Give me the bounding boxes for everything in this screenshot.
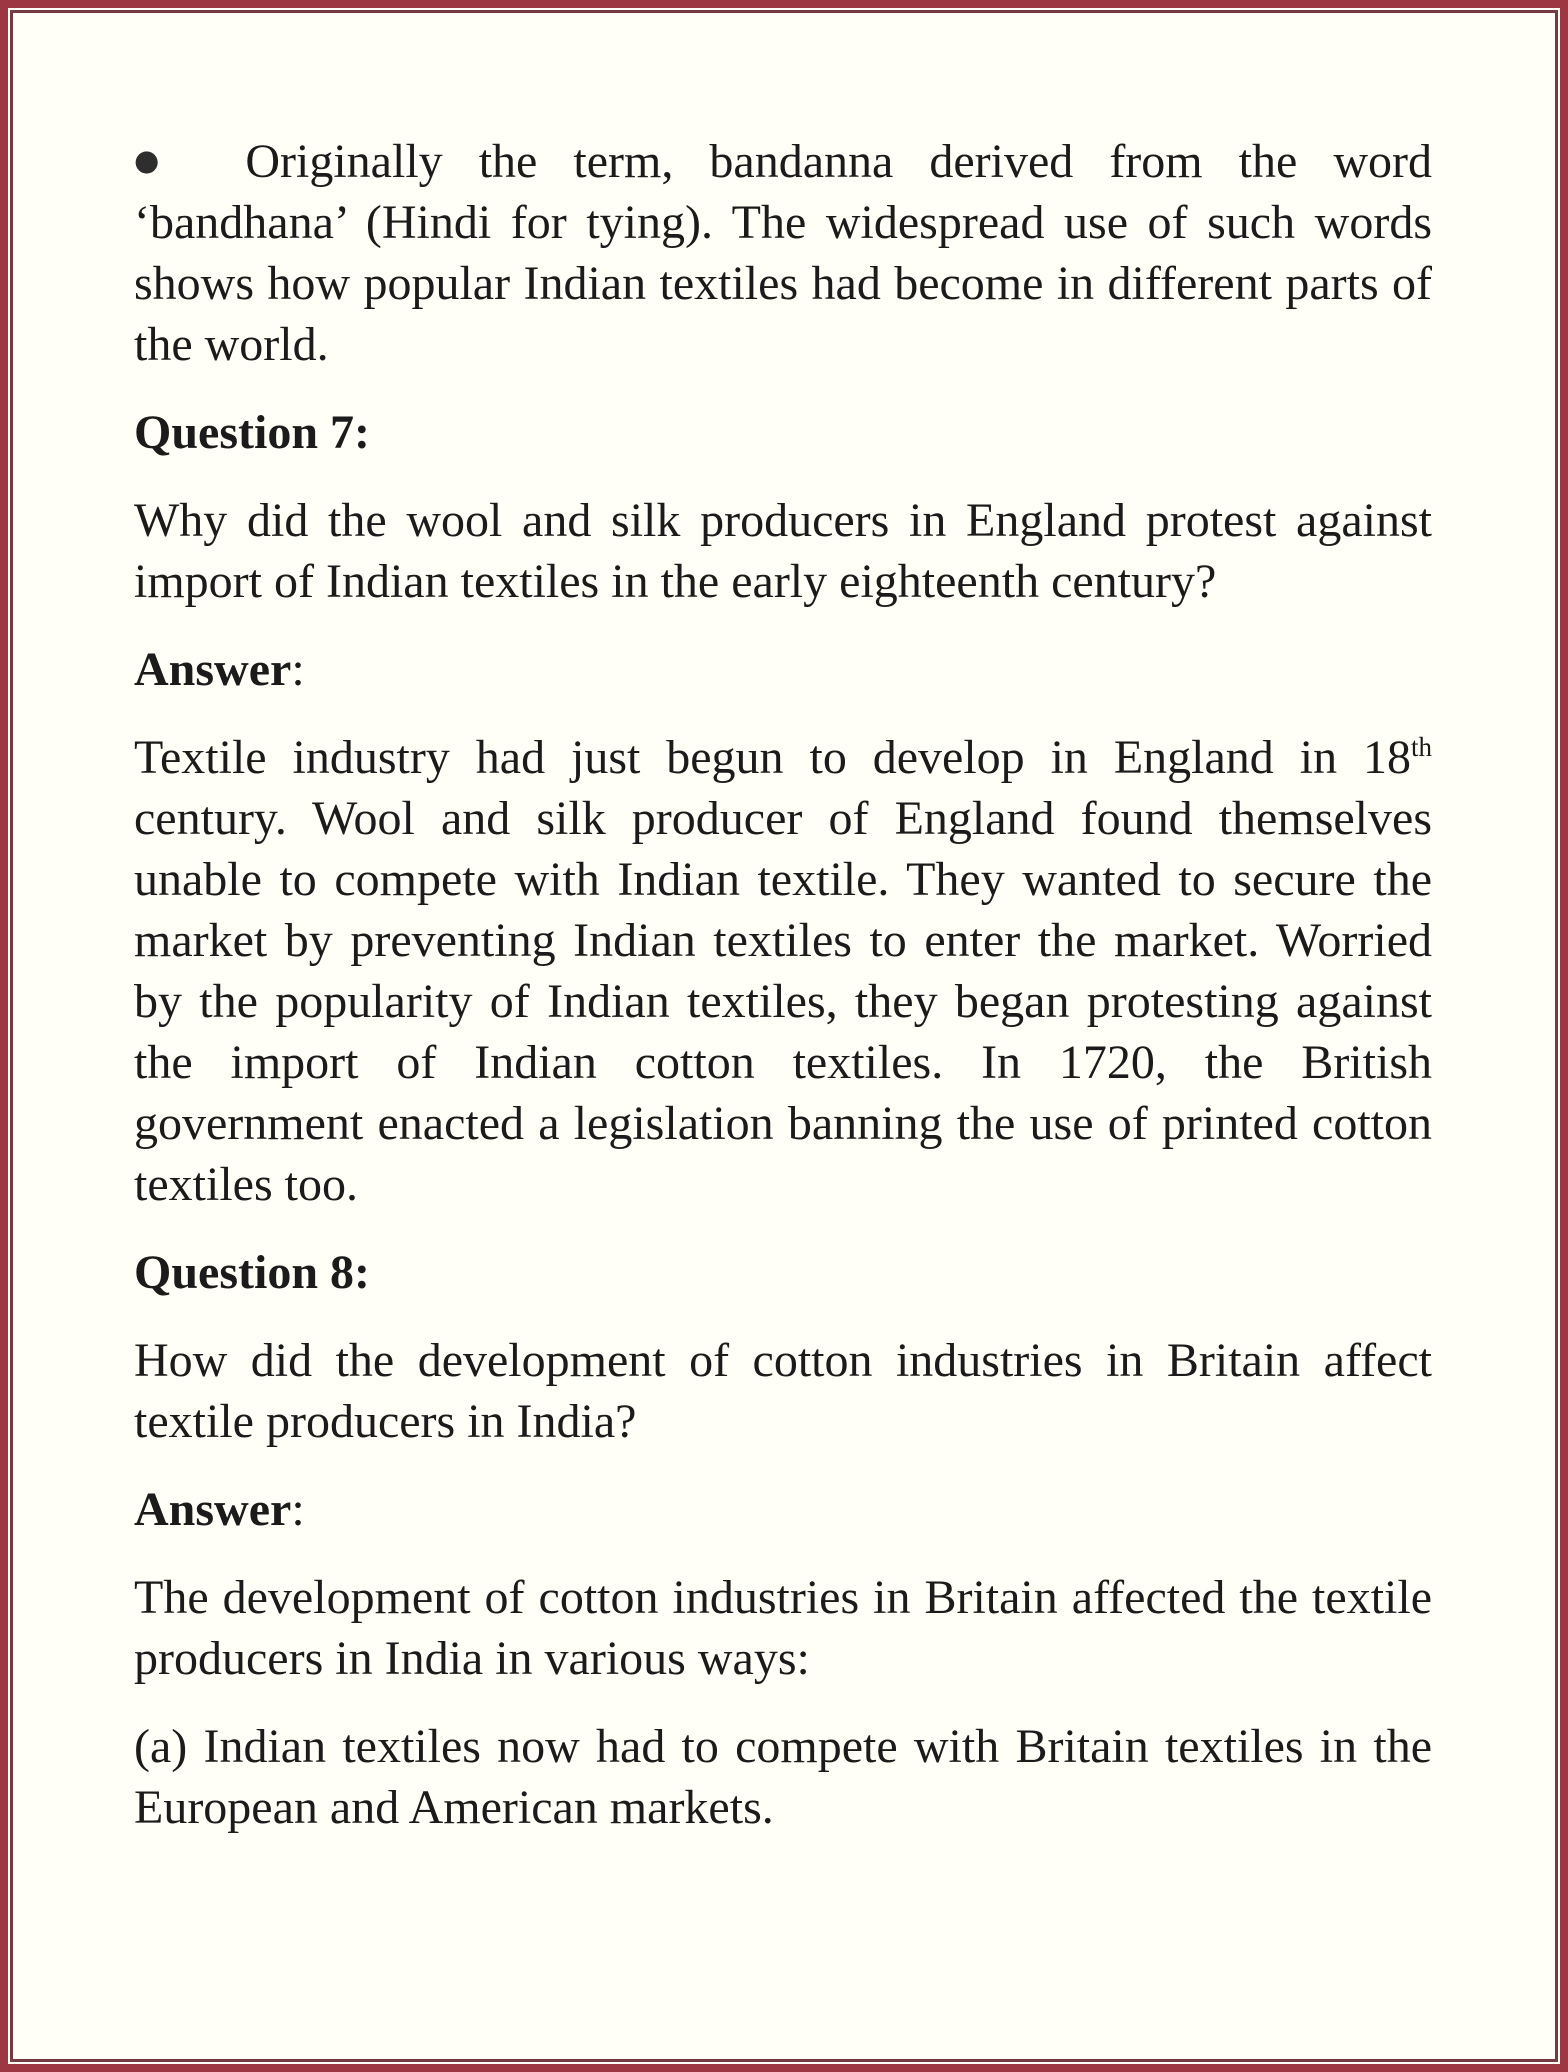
question7-text: Why did the wool and silk producers in England protest against import of Indian textiles in the early eighteenth century? (134, 494, 1432, 608)
question8-answer-label (134, 1479, 1432, 1540)
answer7-label-word: Answer (134, 643, 292, 696)
question7-answer-text (134, 727, 1432, 1215)
answer7-ordinal-superscript: th (1410, 732, 1432, 762)
answer7-segment-before-superscript: Textile industry had just begun to develop in England in 18 (134, 731, 1411, 784)
answer8-label-word: Answer (134, 1483, 292, 1536)
answer7-segment-after-superscript: century. Wool and silk producer of England found themselves unable to compete with Indian textile. They wanted to secure the market by preventing Indian textiles to enter the market. Worried by the popularity of Indian textiles, they began protesting against the import of Indian cotton textiles. In 1720, the British government enacted a legislation banning the use of printed cotton textiles too. (134, 792, 1432, 1211)
bullet-list-item (134, 131, 1432, 375)
page-content (13, 13, 1555, 1838)
bullet-item-text: Originally the term, bandanna derived from the word ‘bandhana’ (Hindi for tying). The widespread use of such words shows how popular Indian textiles had become in different parts of the world. (134, 135, 1432, 371)
answer7-label-colon: : (291, 643, 305, 696)
inner-border-frame (10, 10, 1558, 2062)
question7-answer-label (134, 639, 1432, 700)
question8-text: How did the development of cotton industries in Britain affect textile producers in India? (134, 1334, 1432, 1448)
answer8-label-colon: : (291, 1483, 305, 1536)
bullet-icon: ● (134, 143, 184, 177)
question7-heading: Question 7: (134, 406, 371, 459)
question8-heading: Question 8: (134, 1246, 371, 1299)
question8-answer-intro: The development of cotton industries in Britain affected the textile producers in India in various ways: (134, 1571, 1432, 1685)
question8-answer-point-a: (a) Indian textiles now had to compete with Britain textiles in the European and American markets. (134, 1720, 1432, 1834)
